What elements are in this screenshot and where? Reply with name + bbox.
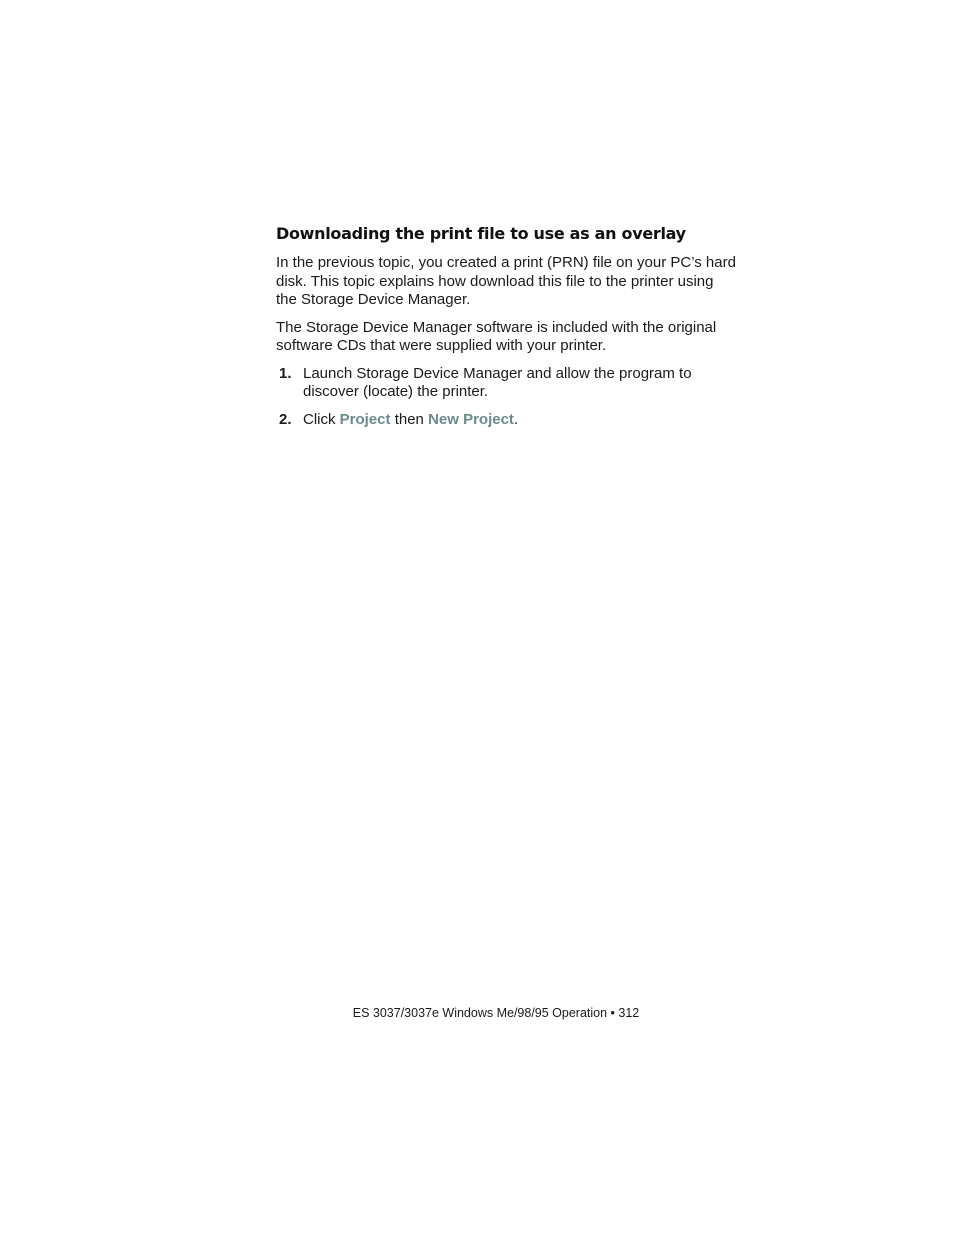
step-text: Launch Storage Device Manager and allow the program to discover (locate) the printer. <box>303 364 692 400</box>
list-item <box>276 365 738 402</box>
page-footer: ES 3037/3037e Windows Me/98/95 Operation • 312 <box>352 1006 640 1020</box>
project-menu-term: Project <box>339 410 391 428</box>
page-content <box>276 222 738 438</box>
steps-list <box>276 365 738 430</box>
list-item <box>276 411 738 430</box>
intro-paragraph: In the previous topic, you created a print (PRN) file on your PC’s hard disk. This topic explains how download this file to the printer using the Storage Device Manager. <box>276 254 736 308</box>
step-text-middle: then <box>390 410 429 428</box>
step-number: 1. <box>279 364 292 382</box>
software-paragraph: The Storage Device Manager software is included with the original software CDs that were supplied with your printer. <box>276 318 717 354</box>
section-heading: Downloading the print file to use as an overlay <box>276 224 686 243</box>
step-text-suffix: . <box>513 410 519 428</box>
step-text-prefix: Click <box>303 410 340 428</box>
new-project-menu-term: New Project <box>428 410 514 428</box>
step-number: 2. <box>279 410 292 428</box>
step-text <box>303 411 738 430</box>
